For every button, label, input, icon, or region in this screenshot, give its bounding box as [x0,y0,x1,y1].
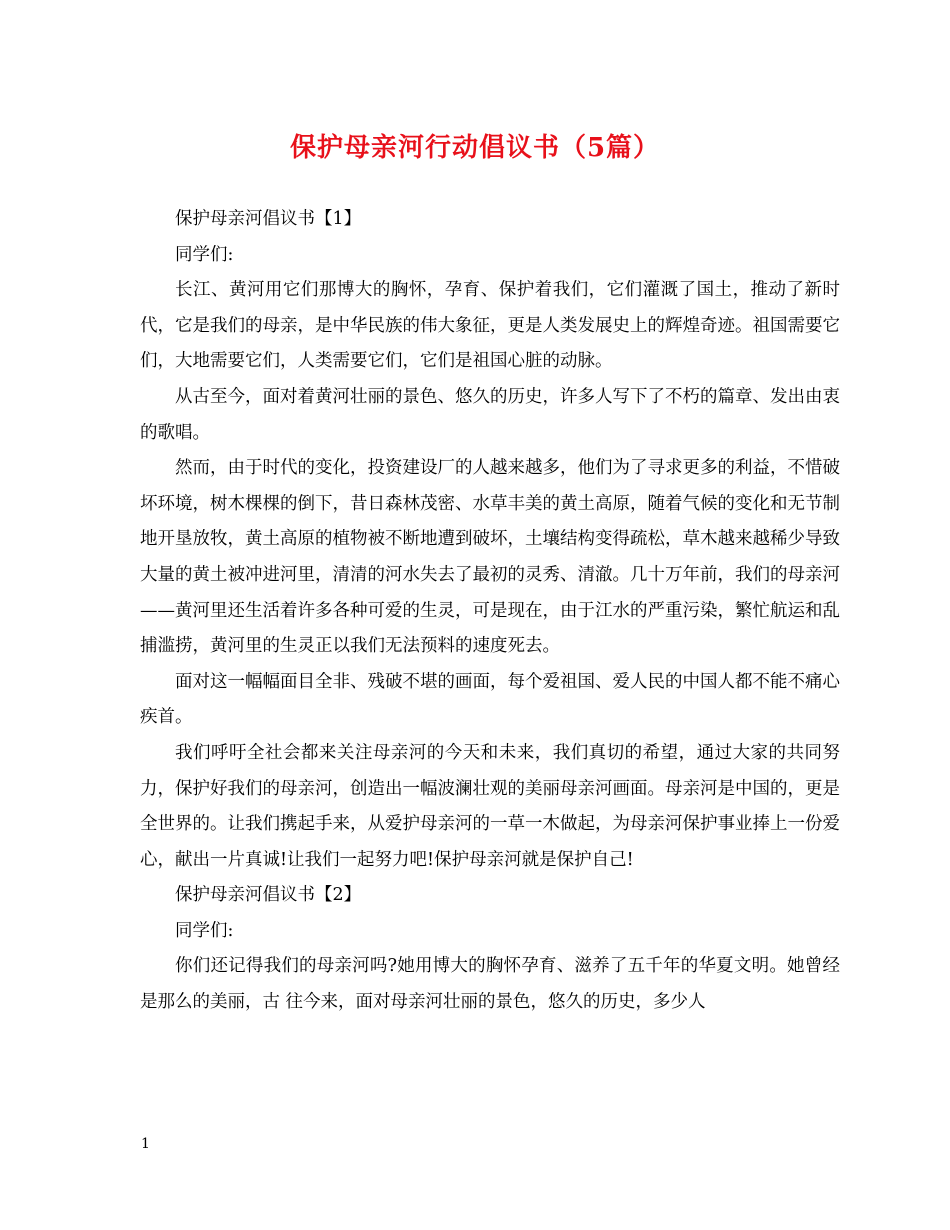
section-heading: 保护母亲河倡议书【1】 [175,209,362,229]
body-paragraph: 然而，由于时代的变化，投资建设厂的人越来越多，他们为了寻求更多的利益，不惜破坏环境，树木棵棵的倒下，昔日森林茂密、水草丰美的黄土高原，随着气候的变化和无节制地开垦放牧，黄土高原的植物被不断地遭到破坏，土壤结构变得疏松，草木越来越稀少导致大量的黄土被冲进河里，清清的河水失去了最初的灵秀、清澈。几十万年前，我们的母亲河——黄河里还生活着许多各种可爱的生灵，可是现在，由于江水的严重污染，繁忙航运和乱捕滥捞，黄河里的生灵正以我们无法预料的速度死去。 [140,458,840,657]
salutation: 同学们: [175,920,234,941]
page-number: 1 [141,1136,150,1152]
document-body [140,202,840,1021]
body-paragraph: 面对这一幅幅面目全非、残破不堪的画面，每个爱祖国、爱人民的中国人都不能不痛心疾首。 [140,671,840,728]
body-paragraph: 我们呼吁全社会都来关注母亲河的今天和未来，我们真切的希望，通过大家的共同努力，保护好我们的母亲河，创造出一幅波澜壮观的美丽母亲河画面。母亲河是中国的，更是全世界的。让我们携起手来，从爱护母亲河的一草一木做起，为母亲河保护事业捧上一份爱心，献出一片真诚!让我们一起努力吧!保护母亲河就是保护自己! [140,742,840,870]
section-heading: 保护母亲河倡议书【2】 [175,885,362,906]
body-paragraph: 你们还记得我们的母亲河吗?她用博大的胸怀孕育、滋养了五千年的华夏文明。她曾经是那么的美丽，古 往今来，面对母亲河壮丽的景色，悠久的历史，多少人 [140,956,840,1013]
body-paragraph: 长江、黄河用它们那博大的胸怀，孕育、保护着我们，它们灌溉了国土，推动了新时代，它是我们的母亲，是中华民族的伟大象征，更是人类发展史上的辉煌奇迹。祖国需要它们，大地需要它们，人类需要它们，它们是祖国心脏的动脉。 [140,280,840,372]
body-paragraph: 从古至今，面对着黄河壮丽的景色、悠久的历史，许多人写下了不朽的篇章、发出由衷的歌唱。 [140,386,840,443]
document-title: 保护母亲河行动倡议书（5篇） [289,133,661,163]
salutation: 同学们: [175,244,234,265]
